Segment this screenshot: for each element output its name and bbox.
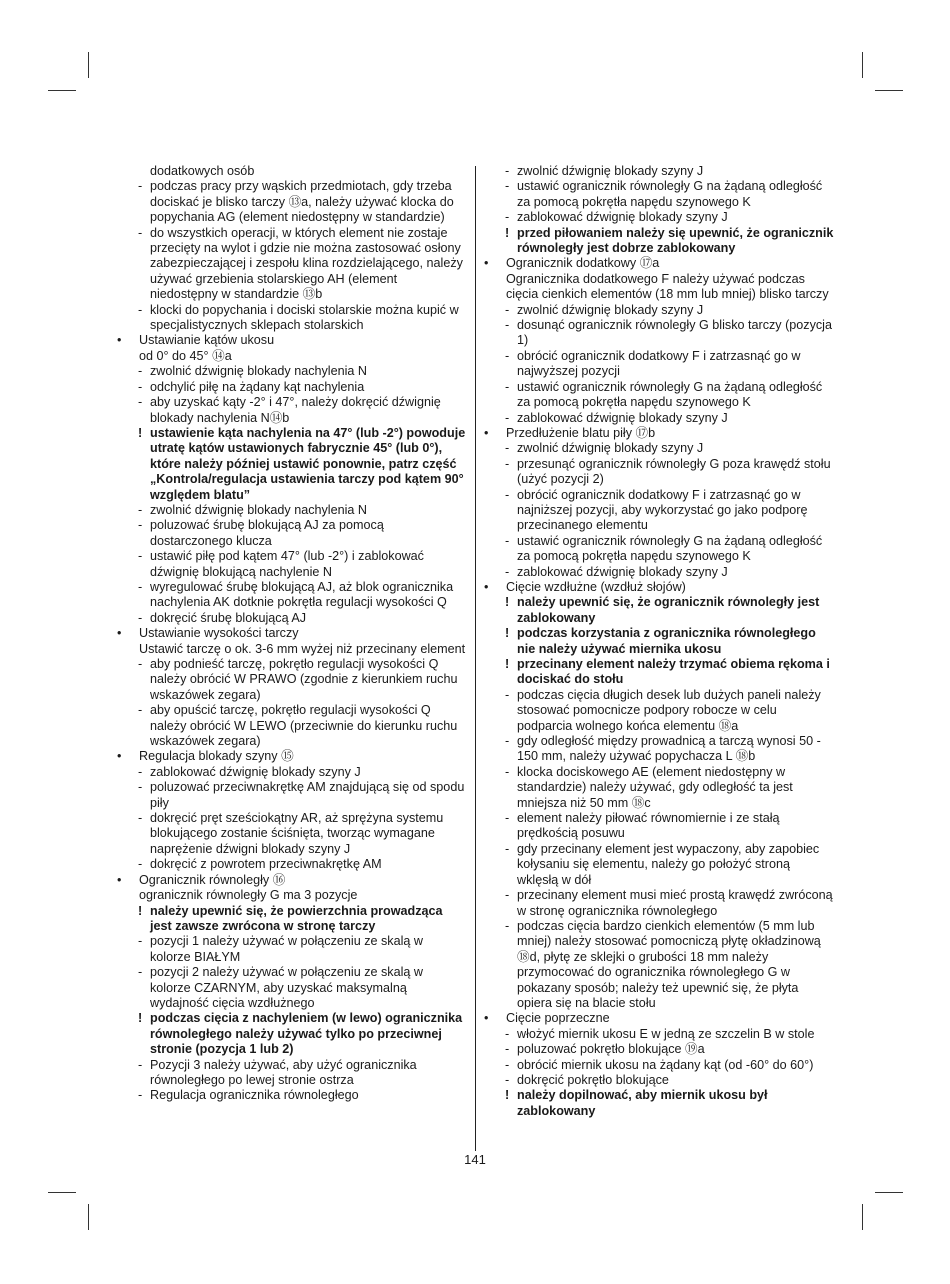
dash-icon: -: [138, 857, 143, 872]
item-text: należy upewnić się, że powierzchnia prowadząca jest zawsze zwrócona w stronę tarczy: [150, 903, 443, 933]
item-text: podczas korzystania z ogranicznika równoległego nie należy używać miernika ukosu: [517, 626, 816, 656]
item-text: podczas cięcia długich desek lub dużych paneli należy stosować pomocnicze podpory robocze w celu podparcia wolnego końca elementu ⑱a: [517, 687, 821, 733]
dash-item: [484, 349, 834, 380]
dash-item: [484, 210, 834, 225]
item-text: przed piłowaniem należy się upewnić, że ogranicznik równoległy jest dobrze zablokowany: [517, 225, 834, 256]
dash-icon: -: [138, 364, 143, 379]
item-text: zwolnić dźwignię blokady szyny J: [517, 302, 704, 317]
item-text: zablokować dźwignię blokady szyny J: [517, 210, 728, 225]
item-text: zwolnić dźwignię blokady szyny J: [517, 441, 704, 456]
item-text: dokręcić pręt sześciokątny AR, aż sprężyna systemu blokującego zostanie ściśnięta, tworząc wymagane naprężenie dźwigni blokady szyny J: [150, 811, 444, 856]
column-divider: [475, 166, 476, 1151]
dash-icon: -: [505, 764, 510, 779]
warning-icon: !: [505, 657, 510, 671]
bullet-icon: •: [117, 626, 122, 641]
item-text: Cięcie wzdłużne (wzdłuż słojów): [506, 579, 686, 594]
dash-item: [117, 780, 467, 811]
warning-icon: !: [138, 903, 143, 918]
warning-item: [484, 1088, 834, 1119]
dash-item: [117, 518, 467, 549]
item-text: wyregulować śrubę blokującą AJ, aż blok ogranicznika nachylenia AK dotknie pokrętła regulacji wysokości Q: [150, 579, 454, 610]
dash-icon: -: [138, 934, 143, 949]
item-text: do wszystkich operacji, w których element nie zostaje przecięty na wylot i gdzie nie można zastosować osłony zabezpieczającej i zespołu klina rozdzielającego, należy używać grzebienia stolarskiego AH (element niedostępny w standardzie ⑬b: [150, 225, 463, 302]
item-text: gdy odległość między prowadnicą a tarczą wynosi 50 - 150 mm, należy używać popychacza L ⑱b: [517, 734, 821, 764]
dash-item: [484, 164, 834, 179]
dash-icon: -: [505, 918, 510, 933]
item-text: podczas cięcia z nachyleniem (w lewo) ogranicznika równoległego należy używać tylko po przeciwnej stronie (pozycja 1 lub 2): [150, 1011, 463, 1057]
bullet-item: [117, 749, 467, 764]
item-text: przesunąć ogranicznik równoległy G poza krawędź stołu (użyć pozycji 2): [517, 456, 831, 487]
item-text: Regulacja blokady szyny ⑮: [139, 749, 294, 764]
dash-item: [117, 1088, 467, 1103]
dash-icon: -: [138, 764, 143, 779]
crop-mark: [48, 90, 76, 91]
bullet-item: [484, 1011, 834, 1026]
item-text: pozycji 1 należy używać w połączeniu ze skalą w kolorze BIAŁYM: [150, 934, 423, 964]
dash-item: [484, 488, 834, 534]
dash-item: [484, 318, 834, 349]
dash-icon: -: [138, 379, 143, 394]
warning-icon: !: [505, 626, 510, 641]
dash-item: [484, 303, 834, 318]
item-text: Przedłużenie blatu piły ⑰b: [506, 425, 656, 440]
item-text: Pozycji 3 należy używać, aby użyć ogranicznika równoległego po lewej stronie ostrza: [150, 1057, 417, 1087]
dash-icon: -: [505, 318, 510, 333]
dash-icon: -: [138, 1088, 143, 1103]
paragraph: [117, 888, 467, 903]
dash-item: [117, 611, 467, 626]
bullet-item: [117, 626, 467, 641]
bullet-item: [484, 256, 834, 271]
item-text: ogranicznik równoległy G ma 3 pozycje: [139, 888, 358, 903]
item-text: Ustawianie kątów ukosu: [139, 333, 275, 348]
item-text: włożyć miernik ukosu E w jedną ze szczelin B w stole: [517, 1026, 815, 1041]
dash-item: [484, 811, 834, 842]
crop-mark: [88, 1204, 89, 1230]
dash-item: [117, 811, 467, 857]
dash-icon: -: [505, 1072, 510, 1087]
item-text: klocka dociskowego AE (element niedostępny w standardzie) należy używać, gdy odległość ta jest mniejsza niż 50 mm ⑱c: [517, 764, 793, 810]
dash-icon: -: [505, 564, 510, 579]
item-text: Ustawianie wysokości tarczy: [139, 626, 299, 641]
dash-icon: -: [505, 687, 510, 702]
item-text: element należy piłować równomiernie i ze stałą prędkością posuwu: [517, 811, 780, 841]
dash-icon: -: [505, 441, 510, 456]
warning-item: [117, 1011, 467, 1057]
item-text: podczas pracy przy wąskich przedmiotach, gdy trzeba dociskać je blisko tarczy ⑬a, należy używać klocka do popychania AG (element niedostępny w standardzie): [150, 179, 454, 225]
bullet-icon: •: [117, 872, 122, 887]
bullet-icon: •: [484, 579, 489, 594]
dash-item: [117, 965, 467, 1011]
dash-icon: -: [505, 1057, 510, 1072]
item-text: należy upewnić się, że ogranicznik równoległy jest zablokowany: [517, 595, 820, 625]
dash-icon: -: [505, 164, 510, 178]
page-number: 141: [464, 1152, 486, 1167]
warning-item: [484, 595, 834, 626]
item-text: dokręcić śrubę blokującą AJ: [150, 610, 307, 625]
dash-item: [117, 580, 467, 611]
warning-item: [117, 426, 467, 503]
warning-item: [484, 626, 834, 657]
bullet-icon: •: [117, 333, 122, 348]
item-text: od 0° do 45° ⑭a: [139, 348, 232, 363]
dash-icon: -: [138, 811, 143, 826]
dash-icon: -: [138, 302, 143, 317]
dash-item: [484, 534, 834, 565]
warning-item: [117, 904, 467, 935]
dash-item: [484, 1073, 834, 1088]
crop-mark: [48, 1192, 76, 1193]
dash-icon: -: [505, 379, 510, 394]
item-text: klocki do popychania i dociski stolarskie można kupić w specjalistycznych sklepach stolarskich: [150, 302, 459, 333]
dash-item: [484, 734, 834, 765]
dash-icon: -: [138, 179, 143, 194]
item-text: dodatkowych osób: [150, 164, 255, 178]
item-text: obrócić ogranicznik dodatkowy F i zatrzasnąć go w najniższej pozycji, aby wykorzystać go jako podporę przecinanego elementu: [517, 487, 808, 533]
bullet-icon: •: [484, 1011, 489, 1026]
dash-icon: -: [505, 348, 510, 363]
dash-item: [117, 503, 467, 518]
dash-item: [484, 1027, 834, 1042]
dash-icon: -: [138, 395, 143, 410]
warning-icon: !: [505, 1088, 510, 1103]
dash-icon: -: [505, 841, 510, 856]
dash-item: [117, 364, 467, 379]
dash-item: [117, 303, 467, 334]
dash-item: [484, 1058, 834, 1073]
item-text: pozycji 2 należy używać w połączeniu ze skalą w kolorze CZARNYM, aby uzyskać maksymalną wydajność cięcia wzdłużnego: [150, 965, 423, 1010]
continuation-text: [117, 164, 467, 179]
item-text: ustawić ogranicznik równoległy G na żądaną odległość za pomocą pokrętła napędu szynowego K: [517, 379, 823, 410]
item-text: aby uzyskać kąty -2° i 47°, należy dokręcić dźwignię blokady nachylenia N⑭b: [150, 395, 441, 425]
item-text: zablokować dźwignię blokady szyny J: [150, 764, 361, 779]
dash-item: [117, 703, 467, 749]
item-text: ustawienie kąta nachylenia na 47° (lub -2°) powoduje utratę kątów ustawionych fabrycznie 45° (lub 0°), które należy później ustawić ponownie, patrz część „Kontrola/regulacja ustawienia tarczy pod kątem 90° względem blatu”: [150, 425, 466, 502]
dash-icon: -: [138, 657, 143, 671]
dash-item: [117, 226, 467, 303]
item-text: Cięcie poprzeczne: [506, 1011, 610, 1026]
item-text: Ustawić tarczę o ok. 3-6 mm wyżej niż przecinany element: [139, 641, 466, 656]
dash-item: [484, 411, 834, 426]
dash-icon: -: [138, 780, 143, 795]
dash-icon: -: [138, 703, 143, 718]
crop-mark: [862, 1204, 863, 1230]
warning-icon: !: [505, 595, 510, 610]
dash-icon: -: [138, 1057, 143, 1072]
bullet-item: [117, 873, 467, 888]
dash-item: [484, 888, 834, 919]
dash-item: [484, 688, 834, 734]
item-text: Ogranicznik dodatkowy ⑰a: [506, 256, 660, 271]
item-text: Regulacja ogranicznika równoległego: [150, 1088, 359, 1103]
item-text: zwolnić dźwignię blokady nachylenia N: [150, 364, 368, 379]
dash-item: [484, 380, 834, 411]
item-text: dokręcić pokrętło blokujące: [517, 1072, 669, 1087]
dash-icon: -: [505, 734, 510, 749]
bullet-item: [484, 426, 834, 441]
item-text: dokręcić z powrotem przeciwnakrętkę AM: [150, 857, 382, 872]
item-text: poluzować śrubę blokującą AJ za pomocą dostarczonego klucza: [150, 518, 384, 548]
dash-item: [117, 549, 467, 580]
bullet-icon: •: [484, 425, 489, 440]
item-text: obrócić ogranicznik dodatkowy F i zatrzasnąć go w najwyższej pozycji: [517, 348, 801, 379]
dash-item: [484, 179, 834, 210]
bullet-item: [117, 333, 467, 348]
dash-item: [484, 441, 834, 456]
dash-icon: -: [505, 487, 510, 502]
dash-icon: -: [505, 888, 510, 903]
dash-icon: -: [505, 410, 510, 425]
paragraph: [117, 642, 467, 657]
right-column: [484, 164, 834, 1119]
bullet-icon: •: [117, 749, 122, 764]
dash-item: [484, 1042, 834, 1057]
dash-icon: -: [505, 1026, 510, 1041]
bullet-icon: •: [484, 256, 489, 271]
item-text: dosunąć ogranicznik równoległy G blisko tarczy (pozycja 1): [517, 318, 832, 348]
warning-item: [484, 226, 834, 257]
dash-item: [117, 657, 467, 703]
dash-icon: -: [505, 533, 510, 548]
crop-mark: [862, 52, 863, 78]
item-text: poluzować pokrętło blokujące ⑲a: [517, 1042, 705, 1057]
warning-icon: !: [505, 225, 510, 240]
dash-icon: -: [505, 210, 510, 225]
dash-item: [484, 457, 834, 488]
item-text: aby podnieść tarczę, pokrętło regulacji wysokości Q należy obrócić W PRAWO (zgodnie z kierunkiem ruchu wskazówek zegara): [150, 657, 458, 702]
item-text: zwolnić dźwignię blokady nachylenia N: [150, 502, 368, 517]
crop-mark: [875, 90, 903, 91]
dash-item: [117, 395, 467, 426]
item-text: ustawić piłę pod kątem 47° (lub -2°) i zablokować dźwignię blokującą nachylenie N: [150, 549, 424, 579]
dash-item: [484, 842, 834, 888]
dash-icon: -: [138, 225, 143, 240]
item-text: odchylić piłę na żądany kąt nachylenia: [150, 379, 365, 394]
dash-icon: -: [505, 179, 510, 194]
dash-item: [484, 919, 834, 1011]
dash-icon: -: [505, 1042, 510, 1057]
paragraph: [484, 272, 834, 303]
item-text: Ogranicznika dodatkowego F należy używać podczas cięcia cienkich elementów (18 mm lub mniej) blisko tarczy: [506, 271, 829, 302]
left-column: [117, 164, 467, 1104]
warning-icon: !: [138, 425, 143, 440]
dash-icon: -: [505, 811, 510, 826]
item-text: należy dopilnować, aby miernik ukosu był zablokowany: [517, 1088, 768, 1118]
crop-mark: [88, 52, 89, 78]
dash-item: [117, 179, 467, 225]
bullet-item: [484, 580, 834, 595]
item-text: aby opuścić tarczę, pokrętło regulacji wysokości Q należy obrócić W LEWO (przeciwnie do kierunku ruchu wskazówek zegara): [150, 703, 458, 749]
warning-item: [484, 657, 834, 688]
dash-item: [484, 765, 834, 811]
dash-icon: -: [138, 965, 143, 980]
dash-item: [117, 857, 467, 872]
dash-icon: -: [505, 456, 510, 471]
item-text: przecinany element należy trzymać obiema rękoma i dociskać do stołu: [517, 657, 830, 687]
dash-item: [117, 1058, 467, 1089]
paragraph: [117, 349, 467, 364]
item-text: gdy przecinany element jest wypaczony, aby zapobiec kołysaniu się elementu, należy go położyć stroną wklęsłą w dół: [517, 841, 820, 887]
item-text: podczas cięcia bardzo cienkich elementów (5 mm lub mniej) należy stosować pomocniczą płytę okładzinową ⑱d, płytę ze sklejki o grubości 18 mm należy przymocować do ogranicznika równoległego G w pokazany sposób; należy też upewnić się, że płyta opiera się na blacie stołu: [517, 918, 821, 1010]
dash-item: [484, 565, 834, 580]
crop-mark: [875, 1192, 903, 1193]
dash-icon: -: [138, 549, 143, 564]
dash-item: [117, 765, 467, 780]
dash-icon: -: [138, 579, 143, 594]
item-text: przecinany element musi mieć prostą krawędź zwróconą w stronę ogranicznika równoległego: [517, 888, 833, 918]
item-text: zablokować dźwignię blokady szyny J: [517, 410, 728, 425]
item-text: ustawić ogranicznik równoległy G na żądaną odległość za pomocą pokrętła napędu szynowego K: [517, 533, 823, 564]
dash-icon: -: [138, 518, 143, 533]
item-text: ustawić ogranicznik równoległy G na żądaną odległość za pomocą pokrętła napędu szynowego K: [517, 179, 823, 209]
item-text: zablokować dźwignię blokady szyny J: [517, 564, 728, 579]
dash-icon: -: [138, 502, 143, 517]
dash-item: [117, 934, 467, 965]
item-text: zwolnić dźwignię blokady szyny J: [517, 164, 704, 178]
item-text: obrócić miernik ukosu na żądany kąt (od -60° do 60°): [517, 1057, 814, 1072]
warning-icon: !: [138, 1011, 143, 1026]
item-text: poluzować przeciwnakrętkę AM znajdującą się od spodu piły: [150, 780, 465, 810]
dash-icon: -: [138, 610, 143, 625]
item-text: Ogranicznik równoległy ⑯: [139, 872, 286, 887]
dash-icon: -: [505, 302, 510, 317]
dash-item: [117, 380, 467, 395]
